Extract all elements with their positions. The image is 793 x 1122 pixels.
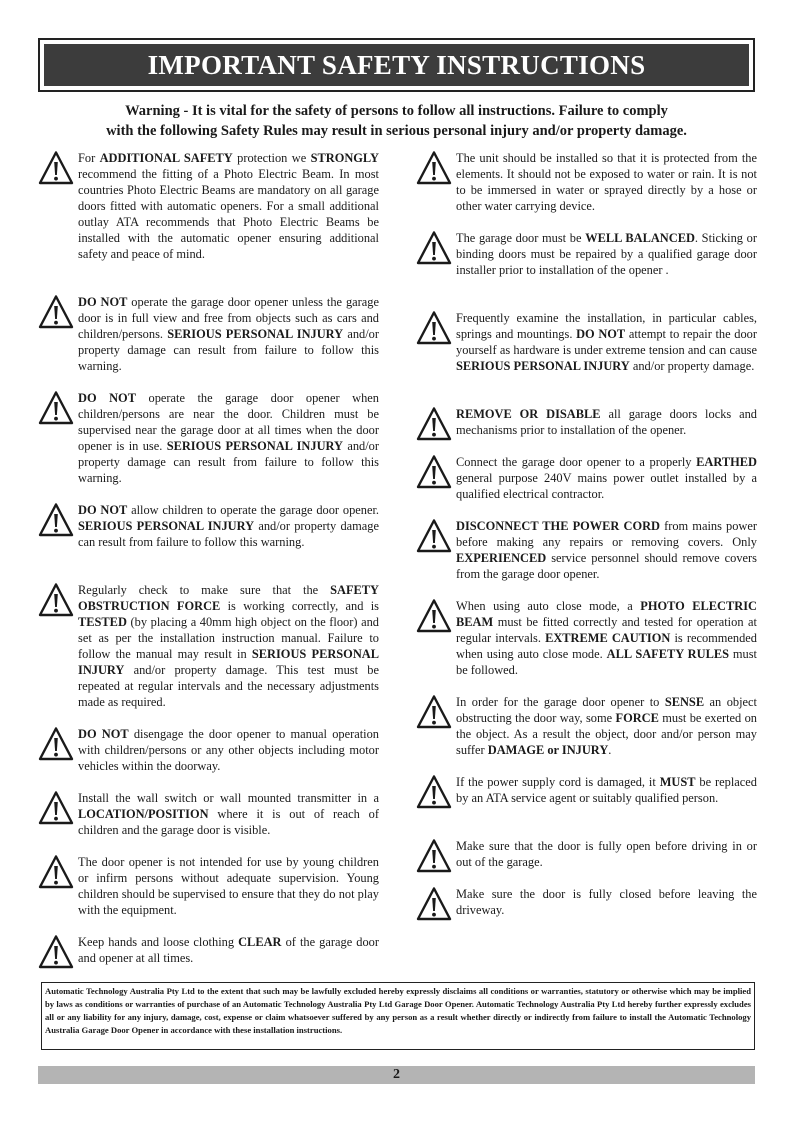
safety-item-text: REMOVE OR DISABLE all garage doors locks and mechanisms prior to installation of the opener. <box>456 407 757 437</box>
warning-triangle-icon <box>416 886 452 922</box>
warning-triangle-icon <box>38 390 74 426</box>
warning-triangle-icon <box>416 598 452 634</box>
warning-triangle-icon <box>38 150 74 186</box>
safety-item-obstruction-force <box>38 582 379 710</box>
page-title: IMPORTANT SAFETY INSTRUCTIONS <box>44 44 749 86</box>
safety-item-text: Regularly check to make sure that the SAFETY OBSTRUCTION FORCE is working correctly, and is TESTED (by placing a 40mm high object on the floor) and set as per the installation instruction manual. Failure to follow the manual may result in SERIOUS PERSONAL INJURY and/or property damage. This test must be repeated at regular intervals and the necessary adjustments made as required. <box>78 583 379 709</box>
safety-item-text: The door opener is not intended for use by young children or infirm persons without adequate supervision. Young children should be supervised to ensure that they do not play with the equipment. <box>78 855 379 917</box>
footer-bar <box>38 1066 755 1084</box>
legal-disclaimer: Automatic Technology Australia Pty Ltd to the extent that such may be lawfully excluded hereby expressly disclaims all conditions or warranties, statutory or otherwise which may be implied by laws as conditions or warranties of purchase of an Automatic Technology Australia Pty Ltd Garage Door Opener. Automatic Technology Australia Pty Ltd hereby further expressly excludes all or any liability for any injury, damage, cost, expense or claim whatsoever suffered by any person as a result whether directly or indirectly from failure to install the Automatic Technology Australia Garage Door Opener in accordance with these installation instructions. <box>41 982 755 1050</box>
safety-item-text: DO NOT allow children to operate the garage door opener. SERIOUS PERSONAL INJURY and/or property damage can result from failure to follow this warning. <box>78 503 379 549</box>
safety-item-supervision <box>38 854 379 918</box>
safety-item-text: Install the wall switch or wall mounted transmitter in a LOCATION/POSITION where it is out of reach of children and the garage door is visible. <box>78 791 379 837</box>
warning-triangle-icon <box>416 838 452 874</box>
safety-item-wall-switch <box>38 790 379 838</box>
safety-item-examine-installation <box>416 310 757 374</box>
safety-item-weather-protection <box>416 150 757 214</box>
safety-item-keep-clear <box>38 934 379 970</box>
warning-line-1: Warning - It is vital for the safety of persons to follow all instructions. Failure to comply <box>125 103 668 119</box>
warning-triangle-icon <box>38 790 74 826</box>
safety-item-text: In order for the garage door opener to SENSE an object obstructing the door way, some FORCE must be exerted on the object. As a result the object, door and/or person may suffer DAMAGE or INJURY. <box>456 695 757 757</box>
warning-line-2: with the following Safety Rules may result in serious personal injury and/or property damage. <box>106 123 687 139</box>
safety-item-text: DO NOT operate the garage door opener unless the garage door is in full view and free from objects such as cars and children/persons. SERIOUS PERSONAL INJURY and/or property damage can result from failure to follow this warning. <box>78 295 379 373</box>
safety-item-manual-operation <box>38 726 379 774</box>
safety-item-text: For ADDITIONAL SAFETY protection we STRONGLY recommend the fitting of a Photo Electric Beam. In most countries Photo Electric Beams are mandatory on all garage doors fitted with automatic openers. For a small additional outlay ATA recommends that Photo Electric Beams be installed with the automatic opener ensuring additional safety and peace of mind. <box>78 151 379 261</box>
page-number: 2 <box>393 1067 400 1082</box>
safety-item-text: Make sure that the door is fully open before driving in or out of the garage. <box>456 839 757 869</box>
safety-item-text: DO NOT operate the garage door opener when children/persons are near the door. Children must be supervised near the garage door at all times when the door opener is in use. SERIOUS PERSONAL INJURY and/or property damage can result from failure to follow this warning. <box>78 391 379 485</box>
warning-triangle-icon <box>416 774 452 810</box>
safety-item-sense-force <box>416 694 757 758</box>
safety-item-text: When using auto close mode, a PHOTO ELECTRIC BEAM must be fitted correctly and tested for operation at regular intervals. EXTREME CAUTION is recommended when using auto close mode. ALL SAFETY RULES must be followed. <box>456 599 757 677</box>
safety-item-disconnect-power <box>416 518 757 582</box>
safety-item-text: Frequently examine the installation, in particular cables, springs and mountings. DO NOT attempt to repair the door yourself as hardware is under extreme tension and can cause SERIOUS PERSONAL INJURY and/or property damage. <box>456 311 757 373</box>
warning-triangle-icon <box>416 454 452 490</box>
title-banner <box>38 38 755 92</box>
safety-item-children-near-door <box>38 390 379 486</box>
safety-item-text: Make sure the door is fully closed before leaving the driveway. <box>456 887 757 917</box>
safety-item-photo-beam <box>38 150 379 262</box>
safety-item-remove-locks <box>416 406 757 442</box>
warning-triangle-icon <box>38 294 74 330</box>
safety-item-auto-close <box>416 598 757 678</box>
warning-triangle-icon <box>38 854 74 890</box>
warning-triangle-icon <box>416 406 452 442</box>
safety-item-power-cord <box>416 774 757 810</box>
safety-item-text: Connect the garage door opener to a properly EARTHED general purpose 240V mains power outlet installed by a qualified electrical contractor. <box>456 455 757 501</box>
warning-triangle-icon <box>416 518 452 554</box>
warning-triangle-icon <box>416 150 452 186</box>
safety-item-fully-open <box>416 838 757 874</box>
safety-item-text: DO NOT disengage the door opener to manual operation with children/persons or any other objects including motor vehicles within the doorway. <box>78 727 379 773</box>
safety-item-well-balanced <box>416 230 757 278</box>
warning-triangle-icon <box>416 694 452 730</box>
safety-item-fully-closed <box>416 886 757 922</box>
warning-triangle-icon <box>416 310 452 346</box>
safety-item-text: Keep hands and loose clothing CLEAR of the garage door and opener at all times. <box>78 935 379 965</box>
warning-triangle-icon <box>416 230 452 266</box>
safety-item-text: The unit should be installed so that it is protected from the elements. It should not be exposed to water or rain. It is not to be immersed in water or sprayed directly by a hose or other water carrying device. <box>456 151 757 213</box>
safety-item-earthed-outlet <box>416 454 757 502</box>
warning-triangle-icon <box>38 726 74 762</box>
warning-statement <box>38 101 755 141</box>
safety-item-text: If the power supply cord is damaged, it MUST be replaced by an ATA service agent or suitably qualified person. <box>456 775 757 805</box>
warning-triangle-icon <box>38 934 74 970</box>
safety-item-full-view <box>38 294 379 374</box>
warning-triangle-icon <box>38 502 74 538</box>
safety-item-text: The garage door must be WELL BALANCED. Sticking or binding doors must be repaired by a qualified garage door installer prior to installation of the opener . <box>456 231 757 277</box>
safety-item-text: DISCONNECT THE POWER CORD from mains power before making any repairs or removing covers. Only EXPERIENCED service personnel should remove covers from the garage door opener. <box>456 519 757 581</box>
warning-triangle-icon <box>38 582 74 618</box>
safety-item-children-operate <box>38 502 379 550</box>
